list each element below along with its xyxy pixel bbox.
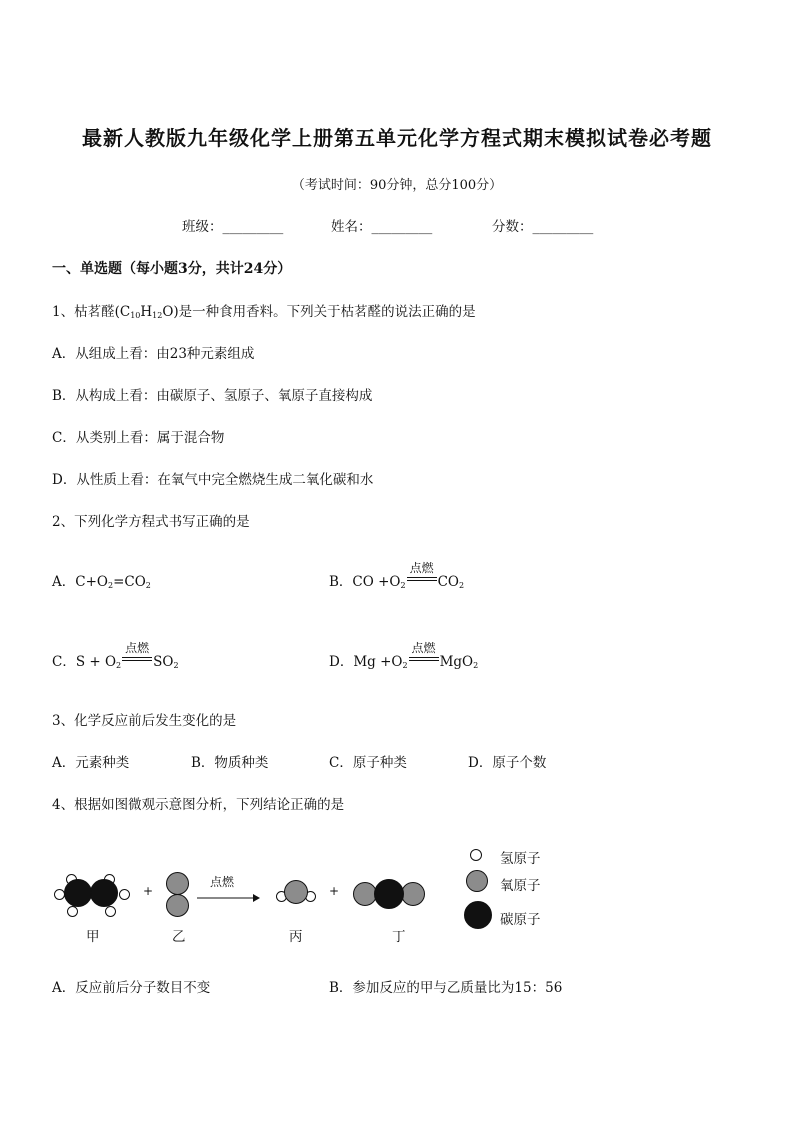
q2c-sub1: 2 <box>116 661 122 670</box>
q2a-sub2: 2 <box>145 581 151 590</box>
q3-option-b[interactable]: B．物质种类 <box>191 755 269 771</box>
q3-option-a[interactable]: A．元素种类 <box>52 755 130 771</box>
exam-info: （考试时间：90分钟，总分100分） <box>291 178 503 193</box>
q2b-post: CO <box>437 574 459 590</box>
q1-option-b[interactable]: B．从构成上看：由碳原子、氢原子、氧原子直接构成 <box>52 388 373 404</box>
q1-option-a[interactable]: A．从组成上看：由23种元素组成 <box>52 346 255 362</box>
oxygen-atom <box>166 872 189 895</box>
q2c-post: SO <box>153 654 174 670</box>
double-line <box>122 657 152 661</box>
q4-option-b[interactable]: B．参加反应的甲与乙质量比为15：56 <box>329 980 563 996</box>
q2d-sub2: 2 <box>473 661 479 670</box>
reaction-condition <box>407 561 437 590</box>
double-line <box>409 657 439 661</box>
q2c-pre: C．S + O <box>52 654 117 670</box>
oxygen-atom <box>166 894 189 917</box>
carbon-atom <box>90 879 118 907</box>
q2d-post: MgO <box>439 654 474 670</box>
score-field[interactable]: 分数：_________ <box>492 219 594 235</box>
label-jia: 甲 <box>86 929 100 945</box>
condition-label: 点燃 <box>411 641 436 655</box>
name-field[interactable]: 姓名：_________ <box>331 219 433 235</box>
plus-sign: + <box>329 884 340 898</box>
oxygen-atom <box>284 880 308 904</box>
legend-oxygen-label: 氧原子 <box>500 878 541 894</box>
q2-option-a[interactable] <box>52 570 151 590</box>
page-title: 最新人教版九年级化学上册第五单元化学方程式期末模拟试卷必考题 <box>82 126 712 150</box>
carbon-atom <box>374 879 404 909</box>
hydrogen-atom <box>119 889 130 900</box>
plus-sign: + <box>143 884 154 898</box>
question-2: 2、下列化学方程式书写正确的是 <box>52 514 250 530</box>
q2a-pre: A．C+O <box>52 574 108 590</box>
condition-label: 点燃 <box>409 561 434 575</box>
section-heading: 一、单选题（每小题3分，共计24分） <box>52 261 292 277</box>
label-yi: 乙 <box>172 929 186 945</box>
q2c-sub2: 2 <box>173 661 179 670</box>
q2d-pre: D．Mg +O <box>329 654 403 670</box>
q2a-mid: =CO <box>113 574 146 590</box>
reaction-arrow-icon <box>197 893 261 903</box>
q3-option-c[interactable]: C．原子种类 <box>329 755 407 771</box>
label-bing: 丙 <box>289 929 303 945</box>
molecule-bing <box>274 880 320 908</box>
q2b-sub1: 2 <box>400 581 406 590</box>
oxygen-atom <box>401 882 425 906</box>
q1-mid: H <box>140 304 153 320</box>
legend-hydrogen-icon <box>470 849 482 861</box>
q2d-sub1: 2 <box>402 661 408 670</box>
carbon-atom <box>64 879 92 907</box>
reaction-condition <box>409 641 439 670</box>
question-4: 4、根据如图微观示意图分析，下列结论正确的是 <box>52 797 345 813</box>
legend-hydrogen-label: 氢原子 <box>500 851 541 867</box>
q3-option-d[interactable]: D．原子个数 <box>468 755 547 771</box>
q4-option-a[interactable]: A．反应前后分子数目不变 <box>52 980 211 996</box>
q2a-sub1: 2 <box>107 581 114 590</box>
hydrogen-atom <box>67 906 78 917</box>
class-field[interactable]: 班级：_________ <box>182 219 284 235</box>
molecule-yi <box>166 872 190 918</box>
label-ding: 丁 <box>392 929 406 945</box>
q2b-pre: B．CO +O <box>329 574 401 590</box>
double-line <box>407 577 437 581</box>
question-1 <box>52 300 476 320</box>
q1-sub-2: 12 <box>152 311 163 320</box>
hydrogen-atom <box>105 906 116 917</box>
reaction-condition <box>122 641 152 670</box>
q2-option-d[interactable] <box>329 641 479 670</box>
molecule-jia <box>52 866 132 922</box>
q2-option-b[interactable] <box>329 561 465 590</box>
q2-option-c[interactable] <box>52 641 179 670</box>
q1-option-c[interactable]: C．从类别上看：属于混合物 <box>52 430 225 446</box>
q1-stem-b: O)是一种食用香料。下列关于枯茗醛的说法正确的是 <box>162 304 476 320</box>
arrow-condition: 点燃 <box>210 875 235 889</box>
legend-carbon-icon <box>464 901 492 929</box>
condition-label: 点燃 <box>125 641 150 655</box>
q1-option-d[interactable]: D．从性质上看：在氧气中完全燃烧生成二氧化碳和水 <box>52 472 374 488</box>
q2b-sub2: 2 <box>459 581 465 590</box>
question-3: 3、化学反应前后发生变化的是 <box>52 713 237 729</box>
molecule-ding <box>353 879 427 909</box>
q1-stem-a: 1、枯茗醛(C <box>52 304 131 320</box>
q1-sub-1: 10 <box>130 311 141 320</box>
legend-carbon-label: 碳原子 <box>500 912 541 928</box>
legend-oxygen-icon <box>466 870 488 892</box>
